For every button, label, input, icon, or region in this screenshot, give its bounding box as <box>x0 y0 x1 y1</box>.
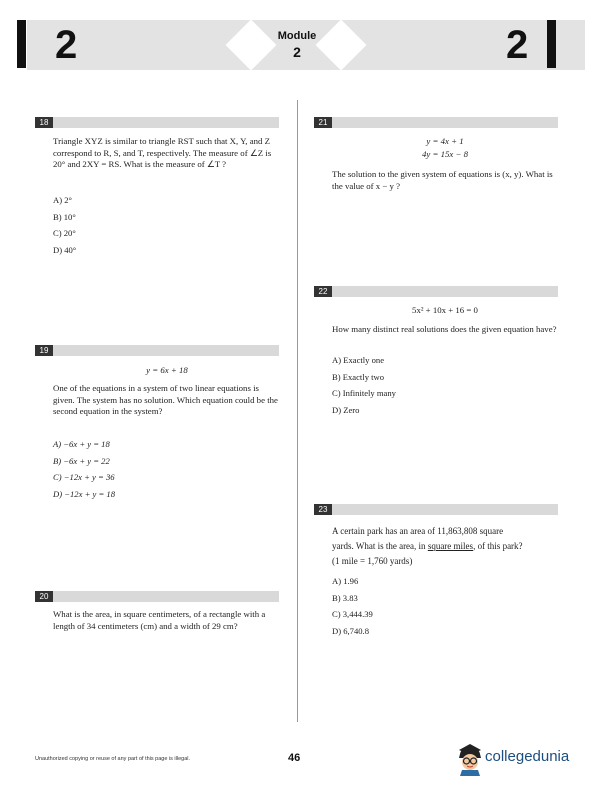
question-21-equation-2: 4y = 15x − 8 <box>421 149 469 159</box>
question-23-bar <box>314 504 558 515</box>
q19-choice-a[interactable]: A) −6x + y = 18 <box>53 439 110 449</box>
question-19-text: One of the equations in a system of two linear equations is given. The system has no solution. Which equation could be the second equation in the system? <box>53 383 278 416</box>
question-21-text: The solution to the given system of equations is (x, y). What is the value of x − y ? <box>332 169 553 191</box>
question-18-bar <box>35 117 279 128</box>
q22-choice-d[interactable]: D) Zero <box>332 404 360 415</box>
q23-choice-a[interactable]: A) 1.96 <box>332 576 359 586</box>
header-module-number-right: 2 <box>506 23 529 67</box>
q23-text-part-a: yards. What is the area, in <box>332 541 428 551</box>
question-19-bar <box>35 345 279 356</box>
question-21-equation-1: y = 4x + 1 <box>426 136 464 146</box>
column-divider <box>297 100 298 722</box>
q23-choice-c[interactable]: C) 3,444.39 <box>332 609 373 619</box>
collegedunia-logo <box>455 740 590 776</box>
module-label: Module <box>277 30 317 42</box>
question-18-number: 18 <box>35 117 53 128</box>
question-21-bar <box>314 117 558 128</box>
header-module-number-left: 2 <box>55 23 78 67</box>
q18-choice-a[interactable]: A) 2° <box>53 195 72 205</box>
question-19-equation: y = 6x + 18 <box>146 365 188 375</box>
page-number: 46 <box>288 752 301 764</box>
question-18-text: Triangle XYZ is similar to triangle RST such that X, Y, and Z correspond to R, S, and T, respectively. The measure of ∠Z is 20° and 2XY = RS. What is the measure of ∠T ? <box>53 136 272 169</box>
q22-choice-a[interactable]: A) Exactly one <box>332 355 385 365</box>
q18-choice-d[interactable]: D) 40° <box>53 244 77 255</box>
question-20-bar <box>35 591 279 602</box>
footer-copyright-note: Unauthorized copying or reuse of any part of this page is illegal. <box>35 756 191 762</box>
module-number: 2 <box>293 44 301 60</box>
question-19-number: 19 <box>35 345 53 356</box>
question-22-text: How many distinct real solutions does the given equation have? <box>332 324 557 334</box>
question-23-text-line-1: A certain park has an area of 11,863,808 square <box>332 526 504 536</box>
q18-choice-b[interactable]: B) 10° <box>53 211 76 222</box>
graduate-mascot-icon <box>455 740 485 776</box>
question-20-text: What is the area, in square centimeters, of a rectangle with a length of 34 centimeters (cm) and a width of 29 cm? <box>53 609 266 631</box>
question-21-number: 21 <box>314 117 332 128</box>
question-23-text-line-3: (1 mile = 1,760 yards) <box>332 556 413 566</box>
question-23-number: 23 <box>314 504 332 515</box>
question-22-choices <box>332 352 396 418</box>
q19-choice-b[interactable]: B) −6x + y = 22 <box>53 455 110 466</box>
q23-choice-d[interactable]: D) 6,740.8 <box>332 625 369 636</box>
question-23-text-line-2 <box>332 539 562 554</box>
header-left-bar <box>17 20 26 68</box>
question-19-choices <box>53 436 115 502</box>
question-22-equation: 5x² + 10x + 16 = 0 <box>412 305 478 315</box>
q22-choice-b[interactable]: B) Exactly two <box>332 371 385 382</box>
q23-text-part-c: , of this park? <box>473 541 523 551</box>
logo-text: collegedunia <box>485 748 570 765</box>
question-23-text <box>332 524 562 569</box>
question-22-bar <box>314 286 558 297</box>
q22-choice-c[interactable]: C) Infinitely many <box>332 388 396 398</box>
q19-choice-d[interactable]: D) −12x + y = 18 <box>53 488 116 499</box>
question-18-choices <box>53 192 76 258</box>
header-right-bar <box>547 20 556 68</box>
q19-choice-c[interactable]: C) −12x + y = 36 <box>53 472 115 482</box>
question-22-number: 22 <box>314 286 332 297</box>
q23-text-underlined: square miles <box>427 541 474 551</box>
q18-choice-c[interactable]: C) 20° <box>53 228 76 238</box>
question-20-number: 20 <box>35 591 53 602</box>
q23-choice-b[interactable]: B) 3.83 <box>332 592 358 603</box>
question-23-choices <box>332 573 373 639</box>
